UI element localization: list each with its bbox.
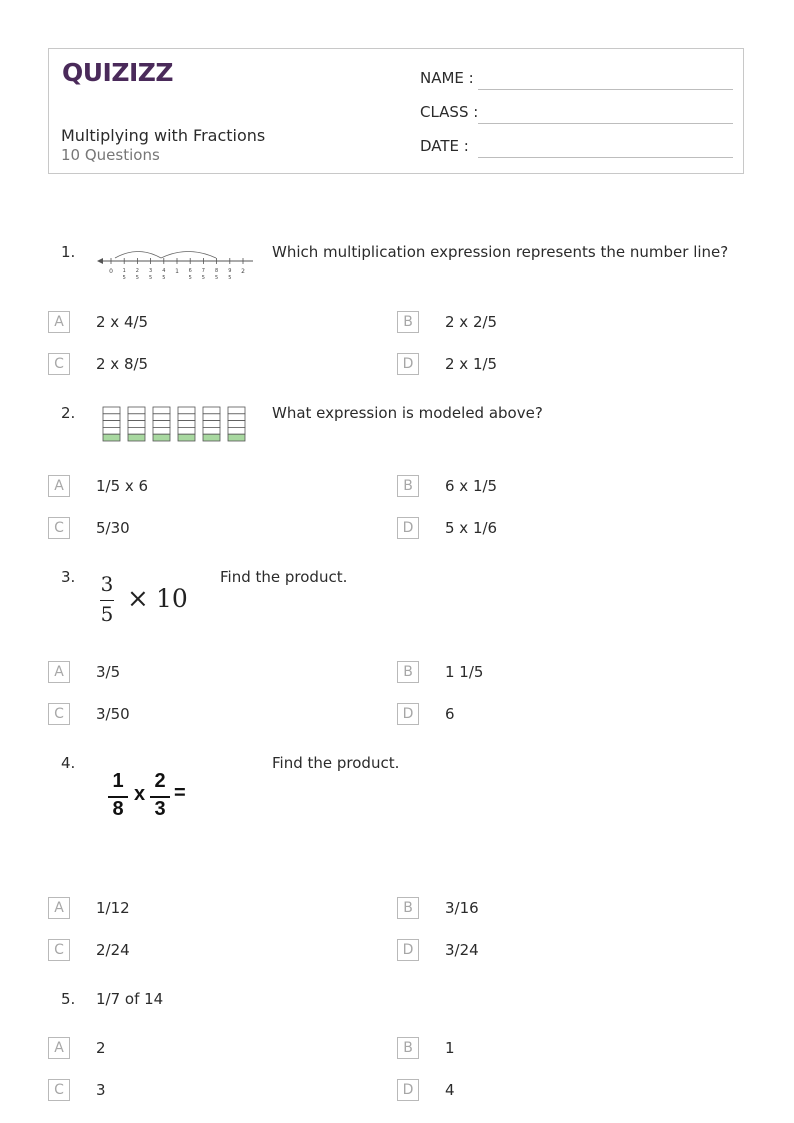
- number-line-label: 2: [241, 268, 245, 275]
- fraction-bar-part: [178, 414, 195, 421]
- option-c-box[interactable]: C: [48, 353, 70, 375]
- class-label: CLASS :: [420, 103, 479, 121]
- option-b-text: 2 x 2/5: [445, 313, 498, 331]
- option-a-text: 2 x 4/5: [96, 313, 149, 331]
- option-b-text: 1: [445, 1039, 455, 1057]
- fraction-bar-part: [203, 414, 220, 421]
- option-b-box[interactable]: B: [397, 661, 419, 683]
- class-field[interactable]: [478, 123, 733, 124]
- fraction-bar-part: [228, 421, 245, 428]
- number-line-label-numerator: 3: [149, 268, 153, 274]
- multiply-sign: x: [134, 783, 146, 805]
- fraction-bar-part: [128, 427, 145, 434]
- number-line-label-numerator: 8: [215, 268, 219, 274]
- worksheet-title: Multiplying with Fractions: [61, 126, 266, 145]
- question-text: What expression is modeled above?: [272, 404, 543, 422]
- fraction-bar-part: [228, 407, 245, 414]
- fraction-bar-part: [203, 427, 220, 434]
- option-c-text: 3/50: [96, 705, 130, 723]
- date-label: DATE :: [420, 137, 469, 155]
- equals-sign: =: [174, 782, 186, 804]
- fraction-bar-part: [103, 421, 120, 428]
- fraction-denominator: 3: [154, 798, 166, 820]
- option-d-box[interactable]: D: [397, 939, 419, 961]
- jump-arc: [161, 252, 216, 259]
- option-b-box[interactable]: B: [397, 1037, 419, 1059]
- question-number: 4.: [61, 754, 76, 772]
- number-line-label-numerator: 7: [201, 268, 205, 274]
- fraction-bar-part: [153, 427, 170, 434]
- fraction-bar-part: [228, 414, 245, 421]
- option-c-box[interactable]: C: [48, 1079, 70, 1101]
- fraction-bar-part: [228, 427, 245, 434]
- fraction-bar-part: [203, 421, 220, 428]
- number-line-label-denominator: 5: [201, 275, 205, 281]
- option-d-box[interactable]: D: [397, 703, 419, 725]
- fraction-bar-part-shaded: [153, 434, 170, 441]
- fraction-bar-part: [203, 407, 220, 414]
- option-d-text: 4: [445, 1081, 455, 1099]
- fraction-bar-part: [128, 407, 145, 414]
- number-line-label-denominator: 5: [228, 275, 232, 281]
- fraction-numerator: 1: [112, 770, 124, 792]
- option-a-text: 3/5: [96, 663, 121, 681]
- option-b-box[interactable]: B: [397, 475, 419, 497]
- fraction-numerator: 2: [154, 770, 166, 792]
- quizizz-logo: QUIZIZZ: [62, 58, 174, 87]
- fraction-bar-part-shaded: [228, 434, 245, 441]
- option-c-text: 2 x 8/5: [96, 355, 149, 373]
- question-text: Find the product.: [272, 754, 400, 772]
- question-text: 1/7 of 14: [96, 990, 164, 1008]
- number-line-label-numerator: 4: [162, 268, 166, 274]
- number-line-label: 0: [109, 268, 113, 275]
- fraction-bar: [100, 600, 114, 601]
- option-d-box[interactable]: D: [397, 1079, 419, 1101]
- option-a-box[interactable]: A: [48, 661, 70, 683]
- option-a-box[interactable]: A: [48, 1037, 70, 1059]
- number-line-label-denominator: 5: [162, 275, 166, 281]
- option-c-text: 3: [96, 1081, 106, 1099]
- number-line-figure: [97, 245, 257, 287]
- option-b-text: 3/16: [445, 899, 479, 917]
- fraction-bar-part-shaded: [128, 434, 145, 441]
- option-d-box[interactable]: D: [397, 353, 419, 375]
- option-c-text: 2/24: [96, 941, 130, 959]
- option-b-box[interactable]: B: [397, 311, 419, 333]
- question-number: 5.: [61, 990, 76, 1008]
- fraction-bar-part: [178, 407, 195, 414]
- question-number: 2.: [61, 404, 76, 422]
- option-a-text: 2: [96, 1039, 106, 1057]
- question-number: 1.: [61, 243, 76, 261]
- fraction-bar-part: [153, 421, 170, 428]
- multiply-sign: ×: [127, 584, 149, 614]
- fraction-bar-part: [178, 427, 195, 434]
- option-a-text: 1/12: [96, 899, 130, 917]
- fraction-denominator: 8: [112, 798, 124, 820]
- date-field[interactable]: [478, 157, 733, 158]
- jump-arc: [115, 252, 161, 259]
- option-a-box[interactable]: A: [48, 475, 70, 497]
- question-count: 10 Questions: [61, 146, 160, 164]
- number-line-label-denominator: 5: [215, 275, 219, 281]
- option-b-text: 6 x 1/5: [445, 477, 498, 495]
- fraction-numerator: 3: [100, 572, 114, 596]
- option-a-text: 1/5 x 6: [96, 477, 149, 495]
- option-d-text: 6: [445, 705, 455, 723]
- option-d-text: 2 x 1/5: [445, 355, 498, 373]
- arrow-left-icon: [97, 258, 103, 264]
- number-line-label-numerator: 2: [135, 268, 139, 274]
- number-line-label-numerator: 9: [228, 268, 232, 274]
- option-d-box[interactable]: D: [397, 517, 419, 539]
- number-line-label-numerator: 1: [122, 268, 126, 274]
- fraction-bar-part: [103, 414, 120, 421]
- option-c-box[interactable]: C: [48, 939, 70, 961]
- name-label: NAME :: [420, 69, 474, 87]
- fraction-bar-part: [178, 421, 195, 428]
- fraction-denominator: 5: [100, 602, 114, 626]
- fraction-bar-part: [153, 414, 170, 421]
- option-c-box[interactable]: C: [48, 703, 70, 725]
- fraction-bar-part-shaded: [103, 434, 120, 441]
- math-expression: [100, 572, 200, 628]
- fraction-bar-part-shaded: [203, 434, 220, 441]
- question-text: Which multiplication expression represents the number line?: [272, 243, 729, 261]
- option-a-box[interactable]: A: [48, 897, 70, 919]
- option-b-box[interactable]: B: [397, 897, 419, 919]
- option-c-box[interactable]: C: [48, 517, 70, 539]
- fraction-bar-part: [128, 414, 145, 421]
- fraction-bar-part-shaded: [178, 434, 195, 441]
- number-line-label-denominator: 5: [135, 275, 139, 281]
- number-line-label-numerator: 6: [188, 268, 192, 274]
- fraction-bar-part: [128, 421, 145, 428]
- name-field[interactable]: [478, 89, 733, 90]
- question-text: Find the product.: [220, 568, 348, 586]
- fraction-bars-figure: [102, 406, 250, 442]
- number-line-label: 1: [175, 268, 179, 275]
- option-d-text: 5 x 1/6: [445, 519, 498, 537]
- option-b-text: 1 1/5: [445, 663, 484, 681]
- fraction-bar-part: [103, 407, 120, 414]
- number-line-label-denominator: 5: [122, 275, 126, 281]
- option-c-text: 5/30: [96, 519, 130, 537]
- option-d-text: 3/24: [445, 941, 479, 959]
- number-line-label-denominator: 5: [188, 275, 192, 281]
- operand: 10: [156, 584, 188, 613]
- option-a-box[interactable]: A: [48, 311, 70, 333]
- math-expression: [108, 770, 198, 826]
- fraction-bar-part: [153, 407, 170, 414]
- fraction-bar-part: [103, 427, 120, 434]
- question-number: 3.: [61, 568, 76, 586]
- number-line-label-denominator: 5: [149, 275, 153, 281]
